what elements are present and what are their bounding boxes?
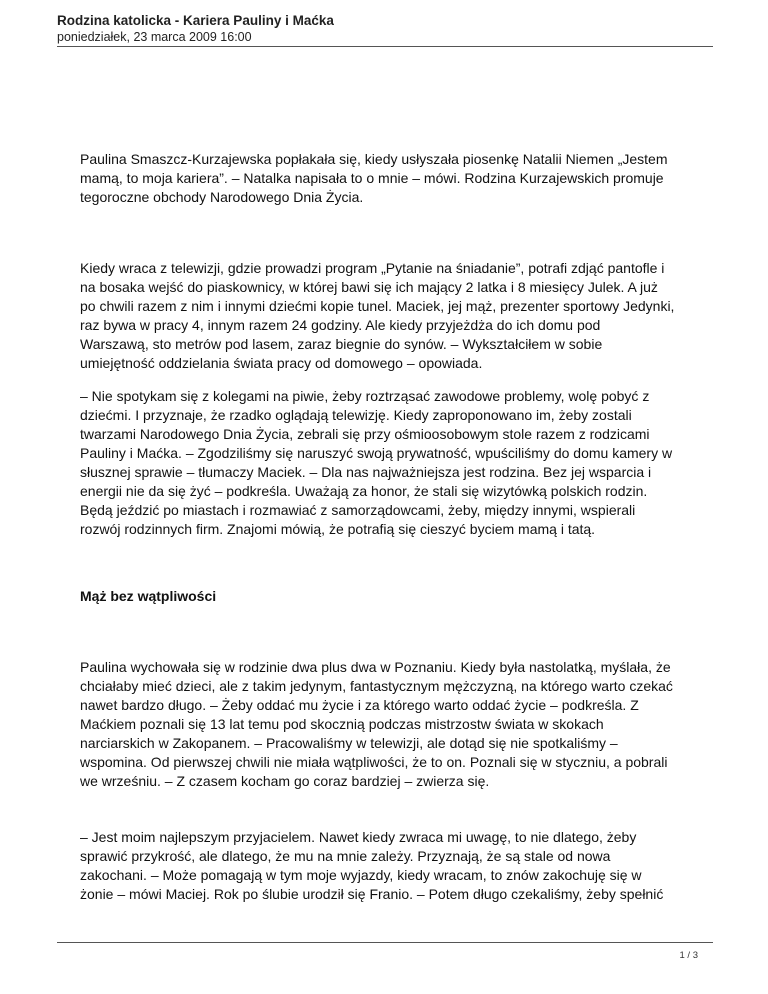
footer-divider [57, 942, 713, 943]
section-heading: Mąż bez wątpliwości [80, 588, 217, 604]
paragraph-3: – Nie spotykam się z kolegami na piwie, żeby roztrząsać zawodowe problemy, wolę pobyć z dziećmi. I przyznaje, że rzadko oglądają telewizję. Kiedy zaproponowano im, żeby zostali twarzami Narodowego Dnia Życia, zebrali się przy ośmioosobowym stole razem z rodzicami Pauliny i Maćka. – Zgodziliśmy się naruszyć swoją prywatność, wpuściliśmy do domu kamery w słusznej sprawie – tłumaczy Maciek. – Dla nas najważniejsza jest rodzina. Bez jej wsparcia i energii nie da się żyć – podkreśla. Uważają za honor, że stali się wizytówką polskich rodzin. Będą jeździć po miastach i rozmawiać z samorządowcami, żeby, między innymi, wspierali rozwój rodzinnych firm. Znajomi mówią, że potrafią się cieszyć byciem mamą i tatą. [80, 388, 673, 537]
document-date: poniedziałek, 23 marca 2009 16:00 [57, 30, 252, 44]
paragraph-5: – Jest moim najlepszym przyjacielem. Nawet kiedy zwraca mi uwagę, to nie dlatego, żeby sprawić przykrość, ale dlatego, że mu na mnie zależy. Przyznają, że są stale od nowa zakochani. – Może pomagają w tym moje wyjazdy, kiedy wracam, to znów zakochuję się w żonie – mówi Maciej. Rok po ślubie urodził się Franio. – Potem długo czekaliśmy, żeby spełnić [80, 829, 664, 902]
paragraph-4: Paulina wychowała się w rodzinie dwa plus dwa w Poznaniu. Kiedy była nastolatką, myślała, że chciałaby mieć dzieci, ale z takim jedynym, fantastycznym mężczyzną, na którego warto czekać nawet bardzo długo. – Żeby oddać mu życie i za którego warto oddać życie – podkreśla. Z Maćkiem poznali się 13 lat temu pod skocznią podczas mistrzostw świata w skokach narciarskich w Zakopanem. – Pracowaliśmy w telewizji, ale dotąd się nie spotkaliśmy – wspomina. Od pierwszej chwili nie miała wątpliwości, że to on. Poznali się w styczniu, a pobrali we wrześniu. – Z czasem kocham go coraz bardziej – zwierza się. [80, 659, 673, 789]
header-divider [57, 46, 713, 47]
document-header [57, 12, 717, 45]
page-number: 1 / 3 [679, 950, 698, 961]
paragraph-2: Kiedy wraca z telewizji, gdzie prowadzi program „Pytanie na śniadanie”, potrafi zdjąć pantofle i na bosaka wejść do piaskownicy, w której bawi się ich mający 2 latka i 8 miesięcy Julek. A już po chwili razem z nim i innymi dziećmi kopie tunel. Maciek, jej mąż, prezenter sportowy Jedynki, raz bywa w pracy 4, innym razem 24 godziny. Ale kiedy przyjeżdża do ich domu pod Warszawą, sto metrów pod lasem, zaraz biegnie do synów. – Wykształciłem w sobie umiejętność oddzielania świata pracy od domowego – opowiada. [80, 260, 675, 371]
paragraph-1: Paulina Smaszcz-Kurzajewska popłakała się, kiedy usłyszała piosenkę Natalii Niemen „Jestem mamą, to moja kariera”. – Natalka napisała to o mnie – mówi. Rodzina Kurzajewskich promuje tegoroczne obchody Narodowego Dnia Życia. [80, 151, 668, 205]
document-title: Rodzina katolicka - Kariera Pauliny i Maćka [57, 13, 334, 28]
